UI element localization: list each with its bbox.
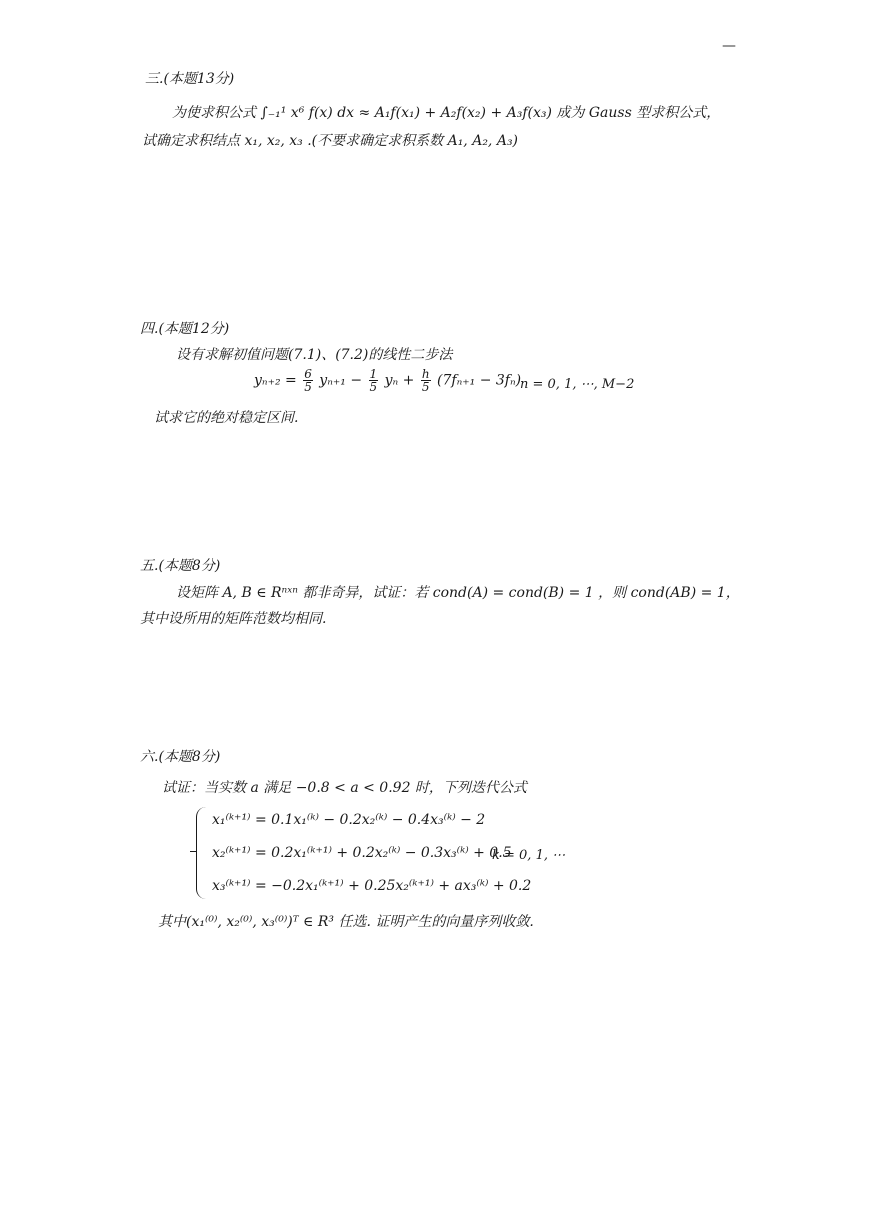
question-4-line-3: 试求它的绝对稳定区间. <box>154 410 299 426</box>
fraction-1-5 <box>369 368 379 393</box>
iteration-equation-2: x₂⁽ᵏ⁺¹⁾ = 0.2x₁⁽ᵏ⁺¹⁾ + 0.2x₂⁽ᵏ⁾ − 0.3x₃⁽ᵏ⁾ + 0.5 <box>212 845 512 861</box>
fraction-denominator: 5 <box>304 380 312 394</box>
question-6-line-last: 其中(x₁⁽⁰⁾, x₂⁽⁰⁾, x₃⁽⁰⁾)ᵀ ∈ R³ 任选. 证明产生的向量序列收敛. <box>158 914 534 930</box>
question-6-heading: 六.(本题8分) <box>140 749 221 765</box>
fraction-numerator: 1 <box>369 367 378 381</box>
question-6-line-1: 试证：当实数 a 满足 −0.8 < a < 0.92 时，下列迭代公式 <box>162 780 527 796</box>
iteration-equation-1: x₁⁽ᵏ⁺¹⁾ = 0.1x₁⁽ᵏ⁾ − 0.2x₂⁽ᵏ⁾ − 0.4x₃⁽ᵏ⁾ − 2 <box>212 812 486 828</box>
question-4-heading: 四.(本题12分) <box>140 321 230 337</box>
question-3-line-1: 为使求积公式 ∫₋₁¹ x⁶ f(x) dx ≈ A₁f(x₁) + A₂f(x₂) + A₃f(x₃) 成为 Gauss 型求积公式， <box>172 105 721 121</box>
formula-lhs: yₙ₊₂ = <box>254 372 302 389</box>
fraction-numerator: 6 <box>304 367 312 381</box>
fraction-denominator: 5 <box>421 380 430 394</box>
question-4-line-1: 设有求解初值问题(7.1)、(7.2)的线性二步法 <box>176 347 453 363</box>
question-4-formula-range: n = 0, 1, ⋯, M−2 <box>520 377 635 392</box>
question-3-heading: 三.(本题13分) <box>145 71 235 87</box>
formula-mid-1: yₙ₊₁ − <box>314 372 367 389</box>
corner-mark: — <box>722 38 736 54</box>
iteration-index-range: k = 0, 1, ⋯ <box>492 848 566 863</box>
question-5-heading: 五.(本题8分) <box>140 558 221 574</box>
formula-end: (7fₙ₊₁ − 3fₙ) <box>432 372 522 389</box>
fraction-h-5 <box>421 368 431 393</box>
iteration-equation-3: x₃⁽ᵏ⁺¹⁾ = −0.2x₁⁽ᵏ⁺¹⁾ + 0.25x₂⁽ᵏ⁺¹⁾ + ax₃⁽ᵏ⁾ + 0.2 <box>212 878 532 894</box>
question-5-line-1: 设矩阵 A, B ∈ Rⁿˣⁿ 都非奇异，试证：若 cond(A) = cond(B) = 1 ，则 cond(AB) = 1， <box>176 585 740 601</box>
question-4-formula <box>254 368 521 393</box>
fraction-6-5 <box>303 368 313 393</box>
equation-system-brace <box>196 807 207 899</box>
question-5-line-2: 其中设所用的矩阵范数均相同. <box>140 611 327 627</box>
fraction-denominator: 5 <box>369 380 378 394</box>
fraction-numerator: h <box>421 367 430 381</box>
question-3-line-2: 试确定求积结点 x₁, x₂, x₃ .(不要求确定求积系数 A₁, A₂, A₃) <box>142 133 519 149</box>
formula-mid-2: yₙ + <box>380 372 419 389</box>
